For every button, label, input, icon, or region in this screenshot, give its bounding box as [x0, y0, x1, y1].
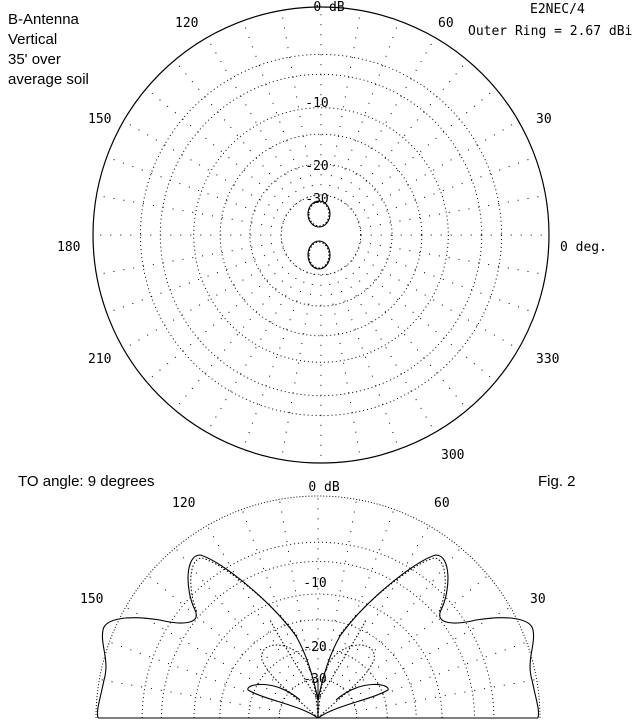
el-angle-label-120: 120	[172, 496, 196, 511]
title-line-3: 35' over	[8, 51, 61, 68]
az-angle-label-120: 120	[175, 16, 199, 31]
az-ring-label-0: 0 dB	[313, 0, 345, 15]
az-angle-label-30: 30	[536, 112, 552, 127]
title-line-1: B-Antenna	[8, 11, 79, 28]
az-angle-label-0: 0 deg.	[560, 240, 607, 255]
figure-label: Fig. 2	[538, 473, 576, 490]
az-ring-label-10: -10	[305, 96, 329, 111]
az-angle-label-300: 300	[441, 448, 465, 463]
az-angle-label-210: 210	[88, 352, 112, 367]
takeoff-angle-label: TO angle: 9 degrees	[18, 473, 155, 490]
program-label: E2NEC/4	[530, 2, 585, 17]
az-ring-label-20: -20	[305, 159, 329, 174]
el-angle-label-30: 30	[530, 592, 546, 607]
el-ring-label-30: -30	[303, 672, 327, 687]
title-line-4: average soil	[8, 71, 89, 88]
el-angle-label-150: 150	[80, 592, 104, 607]
outer-ring-label: Outer Ring = 2.67 dBi	[468, 24, 633, 39]
el-ring-label-20: -20	[303, 640, 327, 655]
el-ring-label-0: 0 dB	[308, 480, 340, 495]
title-line-2: Vertical	[8, 31, 58, 48]
el-ring-label-10: -10	[303, 576, 327, 591]
az-angle-label-60: 60	[438, 16, 454, 31]
az-angle-label-150: 150	[88, 112, 112, 127]
el-angle-label-60: 60	[434, 496, 450, 511]
az-angle-label-330: 330	[536, 352, 560, 367]
az-angle-label-180: 180	[57, 240, 81, 255]
az-ring-label-30: -30	[305, 192, 329, 207]
